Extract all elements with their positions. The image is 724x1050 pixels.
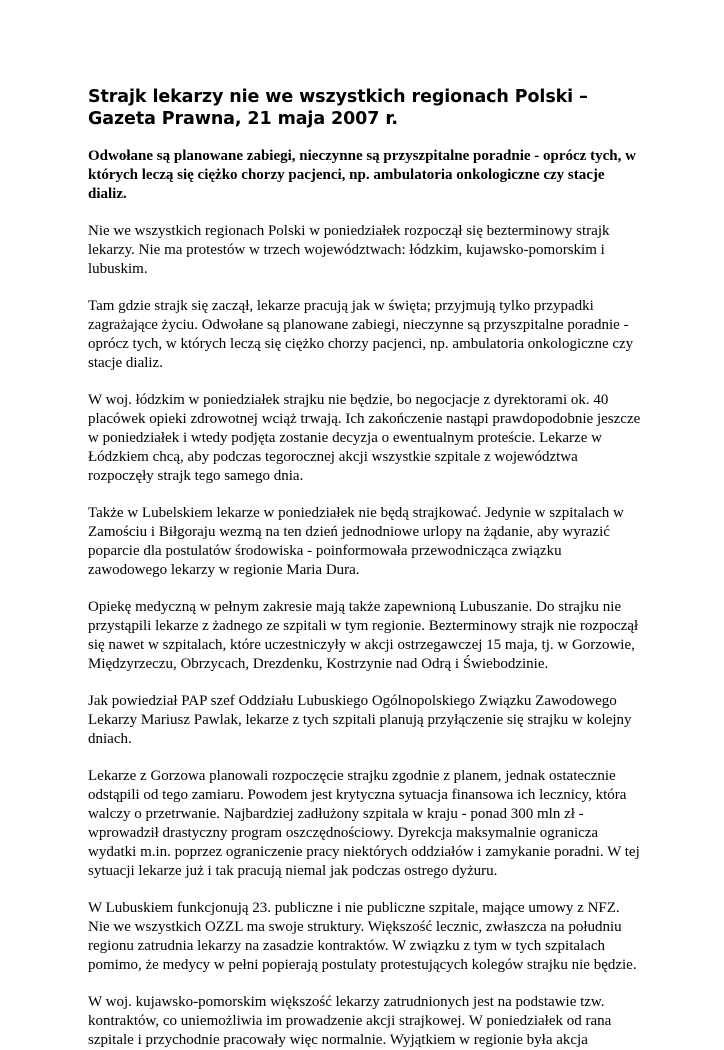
- article-lead: Odwołane są planowane zabiegi, nieczynne są przyszpitalne poradnie - oprócz tych, w których leczą się ciężko chorzy pacjenci, np. ambulatoria onkologiczne czy stacje dializ.: [88, 148, 636, 202]
- article-title: Strajk lekarzy nie we wszystkich regionach Polski – Gazeta Prawna, 21 maja 2007 r.: [88, 87, 588, 129]
- paragraph: W woj. kujawsko-pomorskim większość lekarzy zatrudnionych jest na podstawie tzw. kontraktów, co uniemożliwia im prowadzenie akcji strajkowej. W poniedziałek od rana szpitale i przychodnie pracowały więc normalnie. Wyjątkiem w regionie była akcja: [88, 994, 612, 1048]
- paragraph: Tam gdzie strajk się zaczął, lekarze pracują jak w święta; przyjmują tylko przypadki zagrażające życiu. Odwołane są planowane zabiegi, nieczynne są przyszpitalne poradnie - oprócz tych, w których leczą się ciężko chorzy pacjenci, np. ambulatoria onkologiczne czy stacje dializ.: [88, 298, 634, 371]
- paragraph: W Lubuskiem funkcjonują 23. publiczne i nie publiczne szpitale, mające umowy z NFZ. Nie we wszystkich OZZL ma swoje struktury. Większość lecznic, zwłaszcza na południu regionu zatrudnia lekarzy na zasadzie kontraktów. W związku z tym w tych szpitalach pomimo, że medycy w pełni popierają postulaty protestujących kolegów strajku nie będzie.: [88, 900, 637, 973]
- paragraph: Opiekę medyczną w pełnym zakresie mają także zapewnioną Lubuszanie. Do strajku nie przystąpili lekarze z żadnego ze szpitali w tym regionie. Bezterminowy strajk nie rozpoczął się nawet w szpitalach, które uczestniczyły w akcji ostrzegawczej 15 maja, tj. w Gorzowie, Międzyrzeczu, Obrzycach, Drezdenku, Kostrzynie nad Odrą i Świebodzinie.: [88, 599, 639, 672]
- paragraph: W woj. łódzkim w poniedziałek strajku nie będzie, bo negocjacje z dyrektorami ok. 40 placówek opieki zdrowotnej wciąż trwają. Ich zakończenie nastąpi prawdopodobnie jeszcze w poniedziałek i wtedy podjęta zostanie decyzja o ewentualnym proteście. Lekarze w Łódzkiem chcą, aby podczas tegorocznej akcji wszystkie szpitale z województwa rozpoczęły strajk tego samego dnia.: [88, 392, 641, 484]
- paragraph: Nie we wszystkich regionach Polski w poniedziałek rozpoczął się bezterminowy strajk lekarzy. Nie ma protestów w trzech województwach: łódzkim, kujawsko-pomorskim i lubuskim.: [88, 223, 610, 277]
- paragraph: Lekarze z Gorzowa planowali rozpoczęcie strajku zgodnie z planem, jednak ostatecznie odstąpili od tego zamiaru. Powodem jest krytyczna sytuacja finansowa ich lecznicy, która walczy o przetrwanie. Najbardziej zadłużony szpitala w kraju - ponad 300 mln zł - wprowadził drastyczny program oszczędnościowy. Dyrekcja maksymalnie ogranicza wydatki m.in. poprzez ograniczenie pracy niektórych oddziałów i zamykanie poradni. W tej sytuacji lekarze już i tak pracują niemal jak podczas ostrego dyżuru.: [88, 768, 640, 879]
- paragraph: Także w Lubelskiem lekarze w poniedziałek nie będą strajkować. Jedynie w szpitalach w Zamościu i Biłgoraju wezmą na ten dzień jednodniowe urlopy na żądanie, aby wyrazić poparcie dla postulatów środowiska - poinformowała przewodnicząca związku zawodowego lekarzy w regionie Maria Dura.: [88, 505, 624, 578]
- paragraph: Jak powiedział PAP szef Oddziału Lubuskiego Ogólnopolskiego Związku Zawodowego Lekarzy Mariusz Pawlak, lekarze z tych szpitali planują przyłączenie się strajku w kolejny dniach.: [88, 693, 632, 747]
